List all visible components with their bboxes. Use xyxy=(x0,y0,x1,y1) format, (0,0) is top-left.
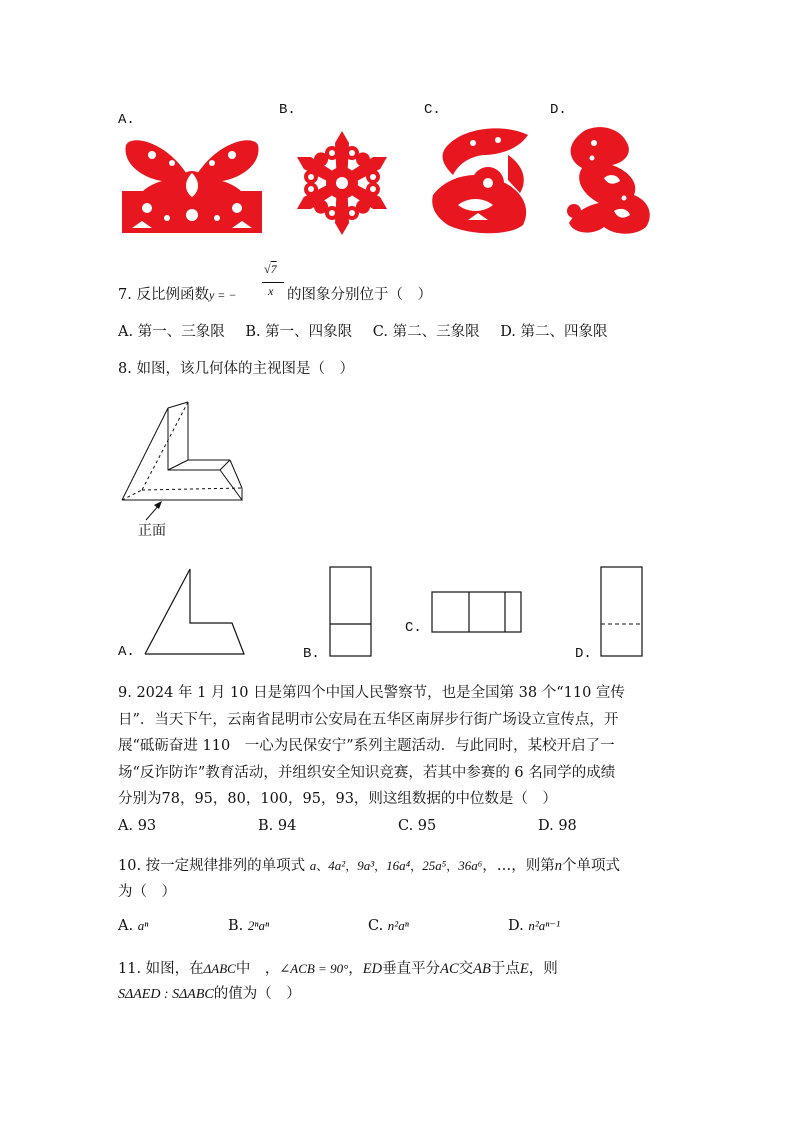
q10-option-c-expr: n²aⁿ xyxy=(387,918,409,933)
q10-option-b[interactable] xyxy=(228,918,269,934)
butterfly-papercut-image[interactable] xyxy=(122,133,262,233)
q10-option-b-expr: 2ⁿaⁿ xyxy=(247,918,270,933)
q7-denominator: x xyxy=(268,284,274,298)
q10-stem-line-2: 为（ ） xyxy=(118,884,176,900)
q7-sqrt-symbol: √7 xyxy=(264,262,277,276)
q6-option-a-label[interactable]: A. xyxy=(118,112,135,128)
q9-line-4: 场“反诈防诈”教育活动，并组织安全知识竞赛，若其中参赛的 6 名同学的成绩 xyxy=(118,765,616,781)
q9-line-2: 日”．当天下午，云南省昆明市公安局在五华区南屏步行街广场设立宣传点，开 xyxy=(118,712,619,728)
q8-front-arrow xyxy=(140,500,170,522)
q6-option-b-label[interactable]: B. xyxy=(279,102,296,118)
q9-line-5: 分别为78，95，80，100，95，93，则这组数据的中位数是（ ） xyxy=(118,791,557,807)
q8-front-label: 正面 xyxy=(138,523,166,539)
q11-ed: ED xyxy=(362,961,383,977)
q10-option-a-expr: aⁿ xyxy=(137,918,149,933)
q7-option-c[interactable]: C. 第二、三象限 xyxy=(372,324,480,340)
q9-line-1: 9. 2024 年 1 月 10 日是第四个中国人民警察节，也是全国第 38 个“110 宣传 xyxy=(118,685,625,701)
q8-option-d-figure[interactable] xyxy=(600,566,644,658)
q8-option-c-figure[interactable] xyxy=(431,591,523,634)
q9-option-c[interactable]: C. 95 xyxy=(398,818,437,834)
q10-stem-suffix: ，…，则第 xyxy=(482,858,555,874)
q7-numerator: 7 xyxy=(270,262,277,276)
q8-option-a-figure[interactable] xyxy=(144,568,246,656)
q10-option-b-label: B. xyxy=(228,918,244,934)
fish-bird-papercut-image[interactable] xyxy=(428,125,536,237)
q11-mid-4: 于点 xyxy=(490,961,520,977)
q8-option-a-label[interactable]: A. xyxy=(118,644,135,660)
q8-option-c-label[interactable]: C. xyxy=(405,620,422,636)
q11-end: 的值为（ ） xyxy=(213,986,301,1002)
q10-term-2: 4a² xyxy=(328,858,346,873)
q6-option-c-label[interactable]: C. xyxy=(424,102,441,118)
q7-stem xyxy=(118,283,236,304)
q8-option-b-label[interactable]: B. xyxy=(303,646,320,662)
q11-mid-1: 中 ， xyxy=(235,961,280,977)
q8-stem: 8. 如图，该几何体的主视图是（ ） xyxy=(118,361,354,377)
q9-option-a[interactable]: A. 93 xyxy=(118,818,157,834)
q11-ac: AC xyxy=(440,961,459,977)
q8-option-b-figure[interactable] xyxy=(329,566,373,658)
q10-stem-prefix: 10. 按一定规律排列的单项式 xyxy=(118,858,306,874)
q10-option-d-expr: n²aⁿ⁻¹ xyxy=(528,918,561,933)
q11-prefix: 11. 如图，在 xyxy=(118,961,204,977)
q11-mid-2: 垂直平分 xyxy=(382,961,441,977)
q10-option-c[interactable] xyxy=(368,918,409,934)
q10-term-4: 16a⁴ xyxy=(386,858,411,873)
dragon-papercut-image[interactable] xyxy=(554,123,660,238)
q7-option-b[interactable]: B. 第一、四象限 xyxy=(245,324,353,340)
q7-option-d[interactable]: D. 第二、四象限 xyxy=(500,324,608,340)
q10-term-1: a xyxy=(309,858,317,873)
q10-term-5: 25a⁵ xyxy=(422,858,447,873)
q7-options xyxy=(118,320,608,341)
q8-option-d-label[interactable]: D. xyxy=(575,646,592,662)
snowflake-papercut-image[interactable] xyxy=(280,128,404,238)
q11-mid-5: ，则 xyxy=(528,961,558,977)
q7-function-lhs: y = − xyxy=(208,288,237,302)
q9-line-3: 展“砥砺奋进 110 一心为民保安宁”系列主题活动．与此同时，某校开启了一 xyxy=(118,738,615,754)
q7-option-a[interactable]: A. 第一、三象限 xyxy=(118,324,225,340)
q11-e: E xyxy=(519,961,529,977)
q11-mid-3: 交 xyxy=(458,961,474,977)
q7-prefix: 7. 反比例函数 xyxy=(118,287,209,303)
q10-term-6: 36a⁶ xyxy=(458,858,483,873)
q10-option-a-label: A. xyxy=(118,918,134,934)
q11-stem-line-1 xyxy=(118,957,558,978)
q10-stem-end: 个单项式 xyxy=(562,858,621,874)
q11-ratio: SΔAED : SΔABC xyxy=(118,987,214,1002)
q10-stem-line-1: 10. 按一定规律排列的单项式 a、4a²，9a³，16a⁴，25a⁵，36a⁶，…，则第n个单项式 xyxy=(118,858,621,874)
q11-triangle: ΔABC xyxy=(203,961,236,976)
q6-option-d-label[interactable]: D. xyxy=(550,102,567,118)
q11-angle: ∠ACB = 90° xyxy=(279,961,349,976)
q10-option-a[interactable] xyxy=(118,918,148,934)
q10-n: n xyxy=(554,858,563,874)
q10-term-3: 9a³ xyxy=(357,858,375,873)
q10-option-d-label: D. xyxy=(508,918,524,934)
q11-stem-line-2 xyxy=(118,982,301,1003)
q10-option-d[interactable] xyxy=(508,918,560,934)
q7-suffix: 的图象分别位于（ ） xyxy=(287,287,432,303)
q10-option-c-label: C. xyxy=(368,918,384,934)
q7-fraction-bar xyxy=(262,282,284,283)
q9-option-d[interactable]: D. 98 xyxy=(538,818,577,834)
q11-sep: ， xyxy=(348,961,363,977)
q8-solid-figure xyxy=(120,400,250,510)
q9-option-b[interactable]: B. 94 xyxy=(258,818,297,834)
q11-ab: AB xyxy=(473,961,491,977)
